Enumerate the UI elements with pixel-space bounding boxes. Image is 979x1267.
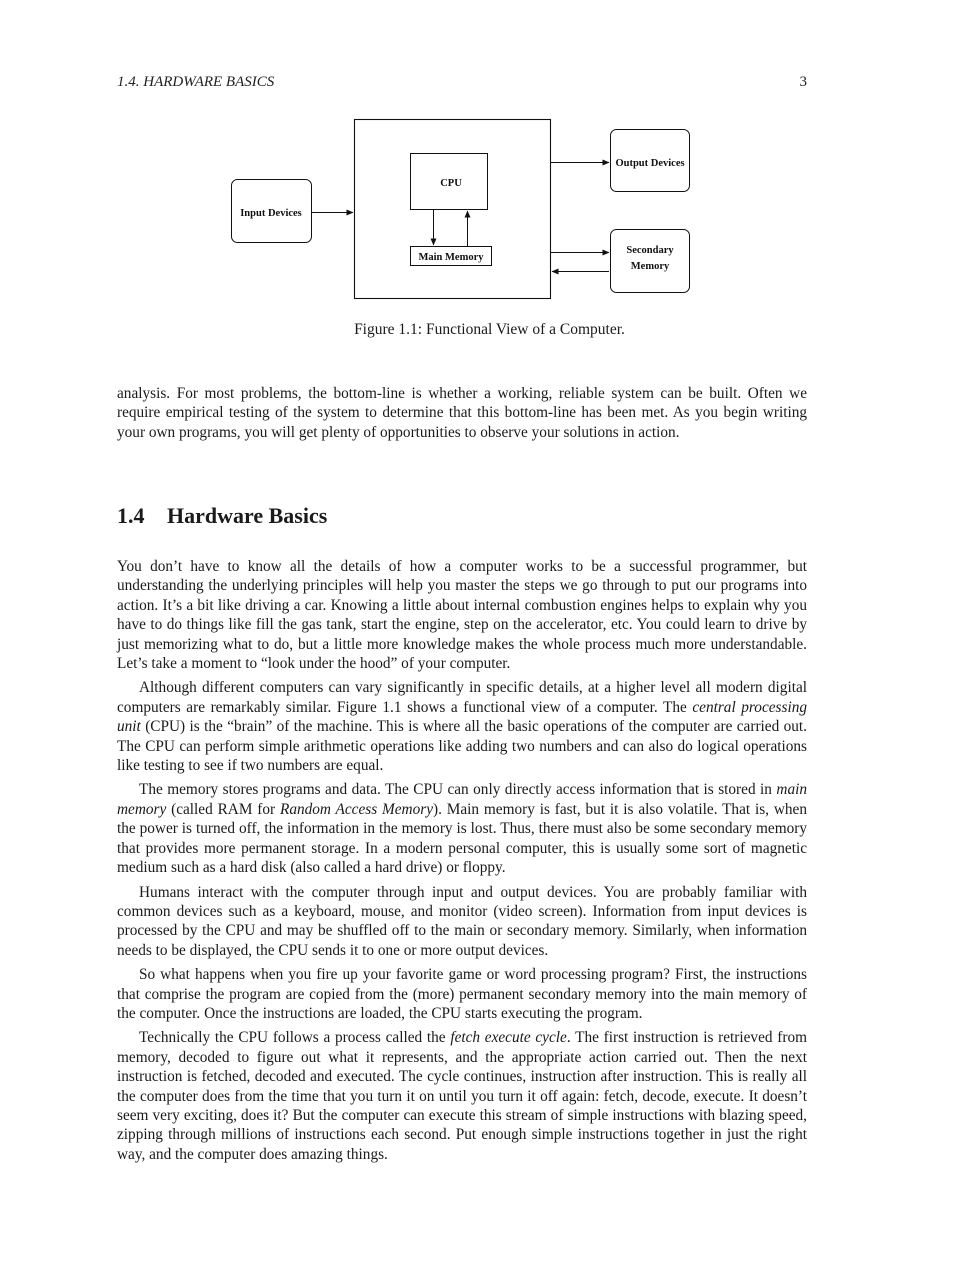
input-devices-label: Input Devices <box>240 208 302 219</box>
functional-view-diagram <box>0 0 979 320</box>
section-heading <box>117 503 327 529</box>
term-random-access-memory: Random Access Memory <box>279 800 433 818</box>
figure-caption: Figure 1.1: Functional View of a Computer. <box>354 321 625 338</box>
output-devices-label: Output Devices <box>615 158 685 169</box>
page-number: 3 <box>799 74 807 90</box>
paragraph-6: Technically the CPU follows a process called the fetch execute cycle. The first instruction is retrieved from memory, decoded to figure out what it represents, and the appropriate action carried out. Then the next instruction is fetched, decoded and executed. The cycle continues, instruction after instruction. This is really all the computer does from the time that you turn it on until you turn it off again: fetch, decode, execute. It doesn’t seem very exciting, does it? But the computer can execute this stream of simple instructions with blazing speed, zipping through millions of instructions each second. Put enough simple instructions together in just the right way, and the computer does amazing things. <box>117 1029 807 1163</box>
running-title: 1.4. HARDWARE BASICS <box>117 74 275 90</box>
secondary-memory-label-line1: Secondary <box>626 245 674 256</box>
secondary-memory-label-line2: Memory <box>630 261 670 272</box>
section-number: 1.4 <box>117 503 145 528</box>
term-fetch-execute-cycle: fetch execute cycle <box>450 1029 567 1047</box>
cpu-label: CPU <box>440 178 462 189</box>
section-body <box>117 557 807 1169</box>
paragraph-1: You don’t have to know all the details of how a computer works to be a successful programmer, but understanding the underlying principles will help you master the steps we go through to put our programs into action. It’s a bit like driving a car. Knowing a little about internal combustion engines helps to explain why you have to do things like fill the gas tank, start the engine, step on the accelerator, etc. You could learn to drive by just memorizing what to do, but a little more knowledge makes the whole process much more understandable. Let’s take a moment to “look under the hood” of your computer. <box>117 558 807 673</box>
term-central-processing-unit: central processing unit <box>117 698 807 736</box>
term-main-memory: main memory <box>117 781 807 818</box>
intro-paragraph: analysis. For most problems, the bottom-line is whether a working, reliable system can be built. Often we require empirical testing of the system to determine that this bottom-line has been met. As you begin writing your own programs, you will get plenty of opportunities to observe your solutions in action. <box>117 385 807 441</box>
paragraph-2: Although different computers can vary significantly in specific details, at a higher level all modern digital computers are remarkably similar. Figure 1.1 shows a functional view of a computer. The central processing unit (CPU) is the “brain” of the machine. This is where all the basic operations of the computer are carried out. The CPU can perform simple arithmetic operations like adding two numbers and can also do logical operations like testing to see if two numbers are equal. <box>117 679 807 775</box>
main-memory-label: Main Memory <box>418 252 484 263</box>
paragraph-4: Humans interact with the computer through input and output devices. You are probably familiar with common devices such as a keyboard, mouse, and monitor (video screen). Information from input devices is processed by the CPU and may be shuffled off to the main or secondary memory. Similarly, when information needs to be displayed, the CPU sends it to one or more output devices. <box>117 883 807 959</box>
paragraph-3: The memory stores programs and data. The CPU can only directly access information that is stored in main memory (called RAM for Random Access Memory). Main memory is fast, but it is also volatile. That is, when the power is turned off, the information in the memory is lost. Thus, there must also be some secondary memory that provides more permanent storage. In a modern personal computer, this is usually some sort of magnetic medium such as a hard disk (also called a hard drive) or floppy. <box>117 781 807 877</box>
paragraph-5: So what happens when you fire up your favorite game or word processing program? First, the instructions that comprise the program are copied from the (more) permanent secondary memory into the main memory of the computer. Once the instructions are loaded, the CPU starts executing the program. <box>117 966 807 1022</box>
section-title: Hardware Basics <box>167 503 328 528</box>
